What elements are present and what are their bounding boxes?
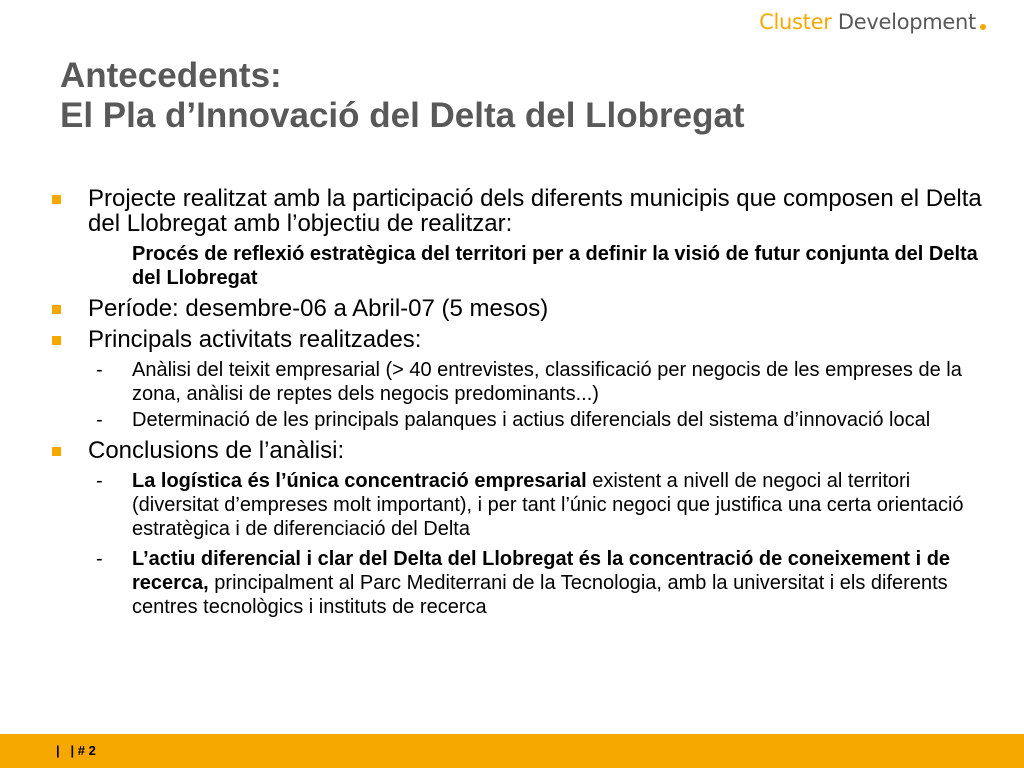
bullet-text: Projecte realitzat amb la participació dels diferents municipis que composen el Delta del Llobregat amb l’objectiu de realitzar: xyxy=(88,185,982,237)
bullet-activitats xyxy=(46,327,986,352)
sub-bullet-bold-text: La logística és l’única concentració empresarial xyxy=(132,470,587,492)
square-bullet-icon xyxy=(52,195,61,204)
brand-logo xyxy=(759,10,976,34)
bullet-periode xyxy=(46,296,986,321)
bullet-projecte-sub: Procés de reflexió estratègica del territori per a definir la visió de futur conjunta del Delta del Llobregat xyxy=(132,243,978,289)
bullet-projecte xyxy=(46,186,986,236)
bullet-text: Principals activitats realitzades: xyxy=(88,326,422,353)
sub-bullet-text: existent a nivell de negoci al territori (diversitat d’empreses molt important), i per tant l’únic negoci que justifica una certa orientació estratègica i de diferenciació del Delta xyxy=(132,470,964,540)
bullet-conclusions xyxy=(46,438,986,463)
slide-content xyxy=(46,186,986,621)
footer-bar xyxy=(0,734,1024,768)
square-bullet-icon xyxy=(52,305,61,314)
dash-bullet: - xyxy=(96,409,103,431)
bullet-text: Període: desembre-06 a Abril-07 (5 mesos) xyxy=(88,295,549,322)
square-bullet-icon xyxy=(52,447,61,456)
slide-title xyxy=(60,56,745,136)
square-bullet-icon xyxy=(52,336,61,345)
dash-bullet: - xyxy=(96,548,103,570)
footer-page-number: | | # 2 xyxy=(56,743,96,758)
dash-bullet: - xyxy=(96,470,103,492)
sub-bullet-analisi xyxy=(46,358,986,406)
logo-word-development: Development xyxy=(837,10,976,34)
sub-bullet-logistica xyxy=(46,469,986,541)
dash-bullet: - xyxy=(96,359,103,381)
logo-dot-icon xyxy=(980,24,986,30)
sub-bullet-text: Anàlisi del teixit empresarial (> 40 entrevistes, classificació per negocis de les empreses de la zona, anàlisi de reptes dels negocis predominants...) xyxy=(132,359,962,405)
title-line-2: El Pla d’Innovació del Delta del Llobregat xyxy=(60,96,745,135)
bullet-text: Conclusions de l’anàlisi: xyxy=(88,437,345,464)
logo-word-cluster: Cluster xyxy=(759,10,832,34)
title-line-1: Antecedents: xyxy=(60,56,282,95)
sub-bullet-determinacio xyxy=(46,408,986,432)
sub-bullet-text: Determinació de les principals palanques i actius diferencials del sistema d’innovació local xyxy=(132,409,931,431)
sub-bullet-actiu xyxy=(46,547,986,619)
sub-bullet-bold-text: L’actiu diferencial i clar del Delta del Llobregat és la concentració de coneixement i de recerca, xyxy=(132,548,951,594)
sub-bullet-text: principalment al Parc Mediterrani de la Tecnologia, amb la universitat i els diferents centres tecnològics i instituts de recerca xyxy=(132,572,948,618)
